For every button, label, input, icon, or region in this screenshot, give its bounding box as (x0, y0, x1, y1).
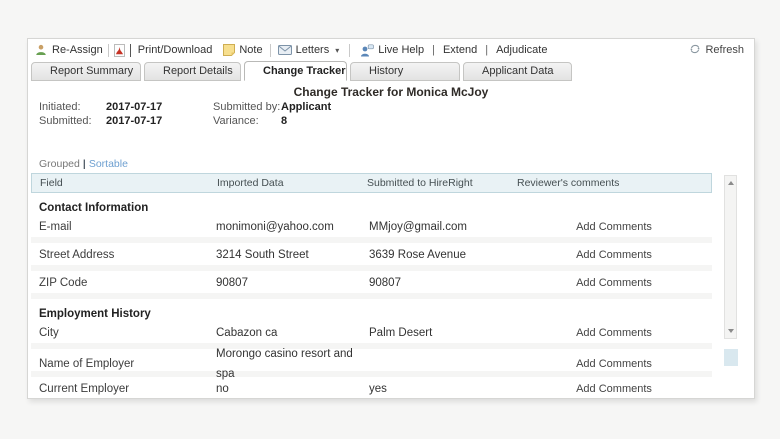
refresh-icon (689, 43, 701, 58)
view-controls-separator: | (82, 158, 86, 170)
extend-label: Extend (442, 44, 478, 56)
section-header-employment-history (31, 299, 712, 321)
tab-change-tracker[interactable]: Change Tracker (244, 61, 347, 81)
submitted-by-label: Submitted by: (213, 101, 281, 113)
letters-dropdown-button[interactable] (278, 44, 340, 56)
live-help-label: Live Help (378, 44, 425, 56)
summary-left (39, 100, 162, 128)
extend-button[interactable] (424, 44, 477, 56)
add-comments-link[interactable]: Add Comments (576, 382, 652, 395)
table-body (31, 193, 712, 399)
row-field: City (39, 326, 59, 339)
add-comments-link[interactable]: Add Comments (576, 220, 652, 233)
tab-report-summary[interactable]: Report Summary (31, 62, 141, 81)
view-controls (39, 158, 128, 170)
row-submitted-data: 90807 (369, 276, 401, 289)
submitted-row (39, 114, 162, 128)
chevron-down-icon: ▾ (335, 45, 340, 55)
variance-label: Variance: (213, 115, 259, 127)
table-row-email (31, 215, 712, 243)
adjudicate-label: Adjudicate (496, 44, 548, 56)
print-download-label: Print/Download (137, 44, 213, 56)
reassign-label: Re-Assign (52, 44, 103, 56)
table-row-city (31, 321, 712, 349)
toolbar (28, 39, 754, 61)
report-panel (27, 38, 755, 399)
column-header-imported-data[interactable]: Imported Data (217, 177, 284, 189)
grouped-toggle[interactable]: Grouped (39, 158, 80, 170)
table-row-zip-code (31, 271, 712, 299)
submitted-label: Submitted: (39, 115, 92, 127)
toolbar-divider (108, 44, 109, 57)
submitted-by-value: Applicant (281, 101, 332, 113)
tab-history[interactable]: History (350, 62, 460, 81)
table-row-current-employer (31, 377, 712, 399)
row-field: Name of Employer (39, 358, 135, 370)
row-imported-data: 3214 South Street (216, 248, 309, 261)
row-imported-data: Cabazon ca (216, 326, 278, 339)
row-submitted-data: 3639 Rose Avenue (369, 248, 466, 261)
note-icon (223, 44, 235, 56)
refresh-button[interactable] (689, 43, 744, 58)
row-submitted-data: Palm Desert (369, 326, 433, 339)
add-comments-link[interactable]: Add Comments (576, 358, 652, 370)
row-imported-data: 90807 (216, 276, 248, 289)
toolbar-divider (270, 44, 271, 57)
pipe-separator: | (485, 44, 489, 56)
table-row-name-of-employer (31, 348, 712, 380)
refresh-label: Refresh (705, 44, 744, 56)
live-help-button[interactable] (360, 44, 424, 57)
note-label: Note (239, 44, 263, 56)
arrow-up-icon (728, 181, 734, 185)
column-header-reviewers-comments[interactable]: Reviewer's comments (517, 177, 620, 189)
chat-icon (360, 44, 374, 57)
reassign-button[interactable] (35, 44, 103, 56)
pipe-separator: | (432, 44, 435, 56)
toolbar-divider (130, 44, 131, 57)
initiated-row (39, 100, 162, 114)
toolbar-divider (349, 44, 350, 57)
add-comments-link[interactable]: Add Comments (576, 326, 652, 339)
variance-row (213, 114, 331, 128)
sortable-link[interactable]: Sortable (88, 158, 128, 170)
adjudicate-button[interactable] (477, 44, 547, 56)
pdf-icon (114, 44, 125, 57)
tab-strip (31, 61, 572, 81)
submitted-value: 2017-07-17 (106, 115, 163, 127)
row-submitted-data: yes (369, 382, 387, 395)
table-scrollbar[interactable] (724, 175, 737, 339)
initiated-value: 2017-07-17 (106, 101, 163, 113)
scroll-up-button[interactable] (725, 177, 736, 189)
row-imported-data: monimoni@yahoo.com (216, 220, 334, 233)
summary-right (213, 100, 331, 128)
table-row-street-address (31, 243, 712, 271)
tab-applicant-data[interactable]: Applicant Data (463, 62, 572, 81)
submitted-by-row (213, 100, 331, 114)
variance-value: 8 (281, 115, 288, 127)
tab-report-details[interactable]: Report Details (144, 62, 241, 81)
section-label: Employment History (39, 308, 151, 320)
letters-label: Letters (295, 44, 330, 56)
column-header-field[interactable]: Field (40, 177, 63, 189)
note-button[interactable] (223, 44, 262, 56)
add-comments-link[interactable]: Add Comments (576, 276, 652, 289)
row-imported-data: Morongo casino resort and spa (216, 348, 353, 380)
add-comments-link[interactable]: Add Comments (576, 248, 652, 261)
row-field: Street Address (39, 248, 115, 261)
initiated-label: Initiated: (39, 101, 81, 113)
envelope-icon (278, 45, 292, 55)
page-title: Change Tracker for Monica McJoy (293, 85, 489, 99)
arrow-down-icon (728, 329, 734, 333)
column-header-submitted[interactable]: Submitted to HireRight (367, 177, 473, 189)
person-icon (35, 44, 48, 56)
print-download-button[interactable] (114, 44, 213, 57)
change-table (31, 173, 712, 399)
row-imported-data: no (216, 382, 229, 395)
row-field: ZIP Code (39, 276, 88, 289)
row-field: E-mail (39, 220, 72, 233)
row-field: Current Employer (39, 382, 130, 395)
table-header-row (31, 173, 712, 193)
section-header-contact-information (31, 193, 712, 215)
row-submitted-data: MMjoy@gmail.com (369, 220, 467, 233)
scrollbar-corner (724, 349, 738, 366)
scroll-down-button[interactable] (725, 325, 736, 337)
section-label: Contact Information (39, 202, 149, 214)
